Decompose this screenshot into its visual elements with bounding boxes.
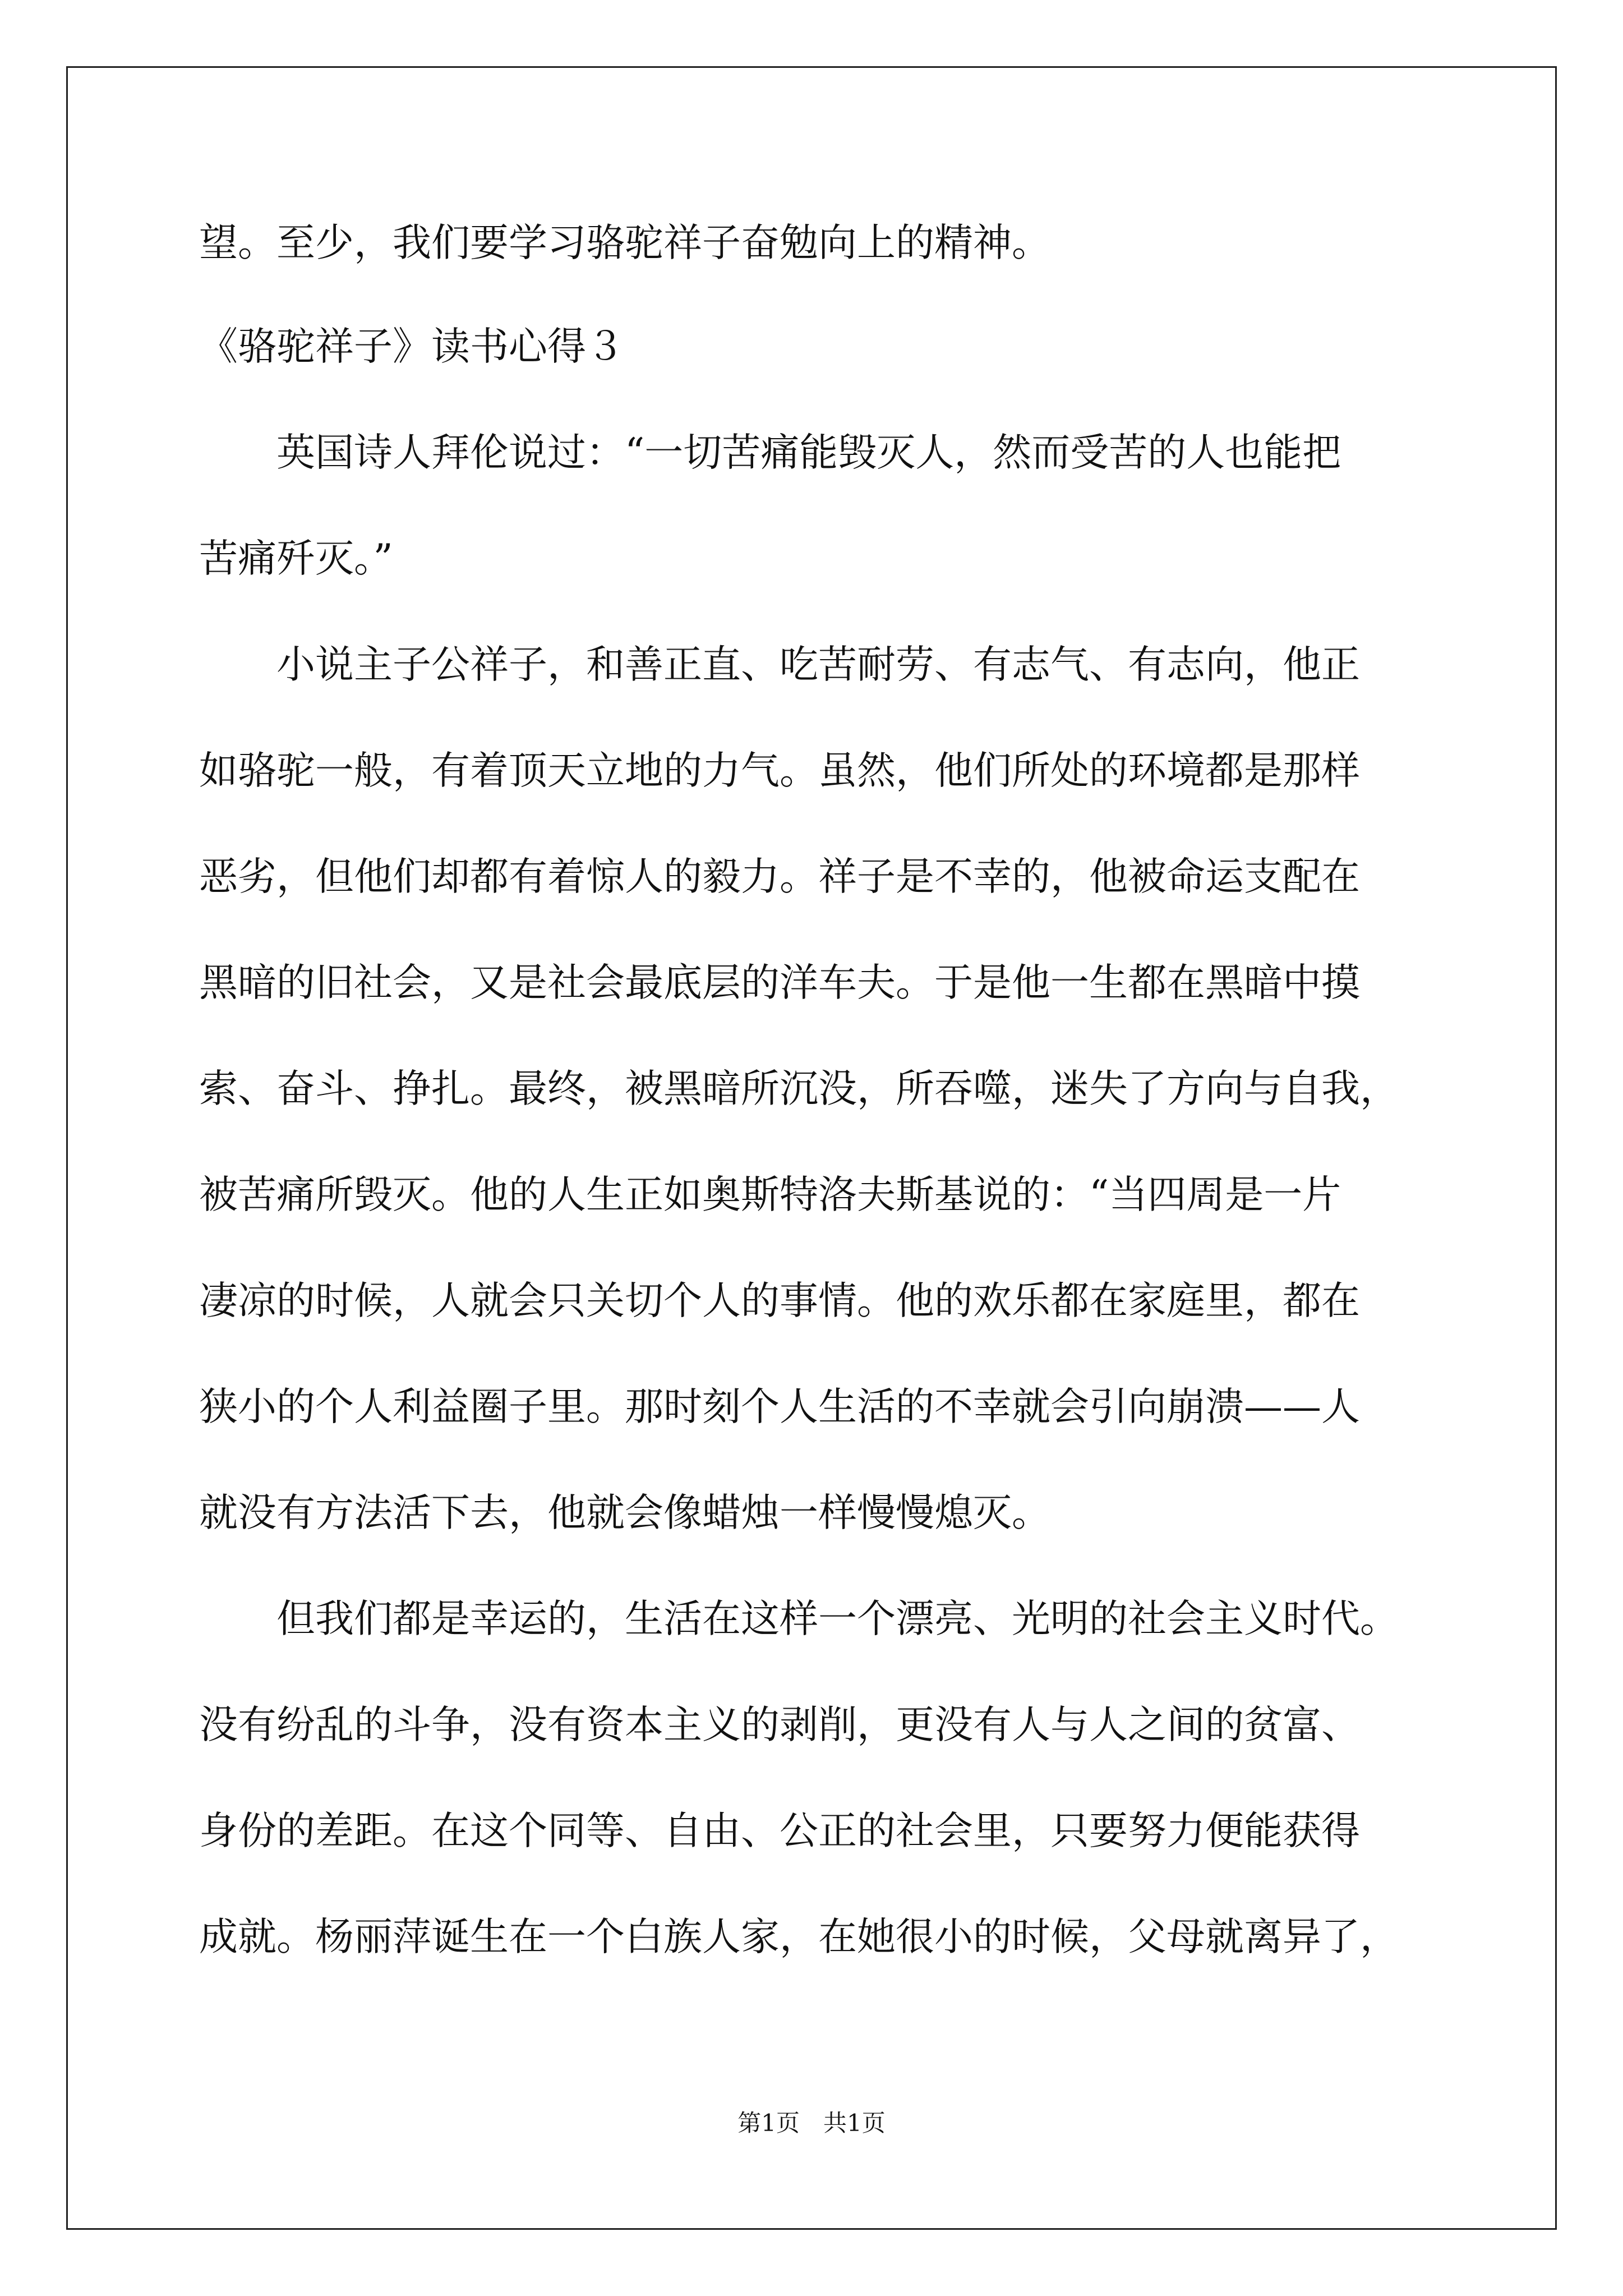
text-line: 没有纷乱的斗争，没有资本主义的剥削，更没有人与人之间的贫富、 <box>199 1703 1360 1747</box>
page-border <box>66 66 1557 2230</box>
page-number-footer: 第1页 共1页 <box>737 2109 886 2137</box>
text-line: 身份的差距。在这个同等、自由、公正的社会里，只要努力便能获得 <box>199 1809 1360 1853</box>
text-line: 如骆驼一般，有着顶天立地的力气。虽然，他们所处的环境都是那样 <box>199 748 1360 793</box>
section-heading: 《骆驼祥子》读书心得３ <box>199 324 625 369</box>
text-line: 恶劣，但他们却都有着惊人的毅力。祥子是不幸的，他被命运支配在 <box>199 854 1360 899</box>
text-line: 黑暗的旧社会，又是社会最底层的洋车夫。于是他一生都在黑暗中摸 <box>199 960 1360 1005</box>
text-line: 狭小的个人利益圈子里。那时刻个人生活的不幸就会引向崩溃——人 <box>199 1384 1360 1429</box>
text-line: 望。至少，我们要学习骆驼祥子奋勉向上的精神。 <box>199 220 1050 265</box>
text-line: 被苦痛所毁灭。他的人生正如奥斯特洛夫斯基说的：“当四周是一片 <box>199 1172 1341 1217</box>
text-line: 但我们都是幸运的，生活在这样一个漂亮、光明的社会主义时代。 <box>199 1596 1399 1641</box>
text-line: 就没有方法活下去，他就会像蜡烛一样慢慢熄灭。 <box>199 1490 1050 1535</box>
text-line: 索、奋斗、挣扎。最终，被黑暗所沉没，所吞噬，迷失了方向与自我， <box>199 1066 1399 1111</box>
text-line: 英国诗人拜伦说过：“一切苦痛能毁灭人，然而受苦的人也能把 <box>199 430 1341 475</box>
text-line: 成就。杨丽萍诞生在一个白族人家，在她很小的时候，父母就离异了， <box>199 1915 1399 1959</box>
text-line: 凄凉的时候，人就会只关切个人的事情。他的欢乐都在家庭里，都在 <box>199 1278 1360 1323</box>
text-line: 苦痛歼灭。” <box>199 536 393 581</box>
text-line: 小说主子公祥子，和善正直、吃苦耐劳、有志气、有志向，他正 <box>199 642 1360 687</box>
